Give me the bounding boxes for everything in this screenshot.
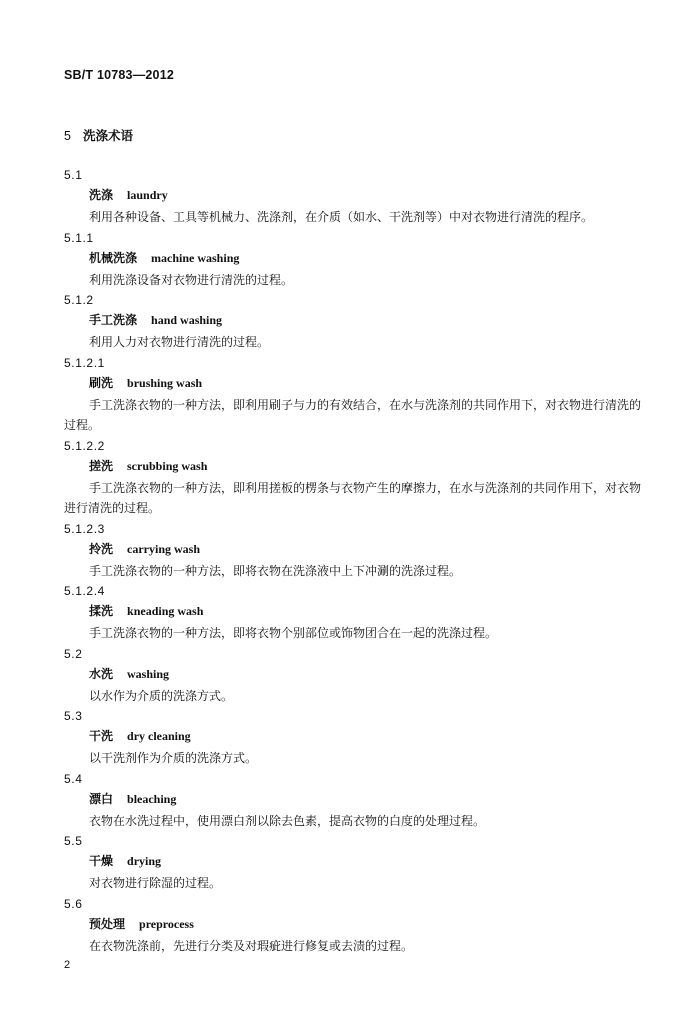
entry-number: 5.6 <box>64 896 83 911</box>
term-zh: 干洗 <box>89 729 114 743</box>
term-en: machine washing <box>151 250 240 265</box>
term-definition: 利用人力对衣物进行清洗的过程。 <box>89 335 270 349</box>
term-definition: 以干洗剂作为介质的洗涤方式。 <box>89 751 258 765</box>
page-number: 2 <box>64 959 71 971</box>
term-entry <box>0 165 686 228</box>
term-heading <box>89 310 686 330</box>
term-zh: 刷洗 <box>89 375 114 390</box>
term-entry <box>0 581 686 644</box>
entry-number: 5.1 <box>64 168 83 182</box>
section-number: 5 <box>64 129 71 143</box>
term-zh: 洗涤 <box>89 188 114 202</box>
entry-number: 5.1.2.2 <box>64 438 105 453</box>
term-entries <box>0 165 686 956</box>
term-definition: 手工洗涤衣物的一种方法，即利用刷子与力的有效结合，在水与洗涤剂的共同作用下，对衣物进行清洗的过程。 <box>64 397 642 432</box>
term-entry <box>0 769 686 832</box>
term-heading <box>89 456 686 476</box>
entry-number: 5.1.2.1 <box>64 355 105 370</box>
term-entry <box>0 228 686 291</box>
term-en: washing <box>127 666 170 681</box>
term-heading <box>89 539 686 559</box>
entry-number: 5.5 <box>64 834 83 848</box>
term-heading <box>89 248 686 268</box>
term-definition: 手工洗涤衣物的一种方法，即利用搓板的楞条与衣物产生的摩擦力，在水与洗涤剂的共同作用下，对衣物进行清洗的过程。 <box>64 480 642 515</box>
term-definition: 利用各种设备、工具等机械力、洗涤剂，在介质（如水、干洗剂等）中对衣物进行清洗的程序。 <box>89 210 594 224</box>
entry-number: 5.4 <box>64 771 83 786</box>
term-heading <box>89 914 686 934</box>
term-heading <box>89 789 686 809</box>
term-en: drying <box>127 854 162 868</box>
term-en: dry cleaning <box>127 729 191 743</box>
section-heading <box>64 126 133 144</box>
term-definition: 衣物在水洗过程中，使用漂白剂以除去色素，提高衣物的白度的处理过程。 <box>89 813 486 828</box>
term-en: scrubbing wash <box>127 458 208 473</box>
term-en: hand washing <box>151 313 223 327</box>
term-entry <box>0 519 686 582</box>
term-en: preprocess <box>139 916 194 931</box>
entry-number: 5.2 <box>64 646 83 661</box>
term-entry <box>0 894 686 957</box>
term-definition: 在衣物洗涤前，先进行分类及对瑕疵进行修复或去渍的过程。 <box>89 938 414 953</box>
term-zh: 水洗 <box>89 666 114 681</box>
term-en: laundry <box>127 188 168 202</box>
term-en: brushing wash <box>127 375 203 390</box>
term-definition: 对衣物进行除湿的过程。 <box>89 876 222 890</box>
term-entry <box>0 290 686 353</box>
term-definition: 手工洗涤衣物的一种方法，即将衣物在洗涤液中上下冲涮的洗涤过程。 <box>89 563 462 578</box>
term-zh: 揉洗 <box>89 604 114 618</box>
term-zh: 机械洗涤 <box>89 250 138 265</box>
term-definition: 以水作为介质的洗涤方式。 <box>89 688 234 703</box>
term-zh: 手工洗涤 <box>89 313 138 327</box>
entry-number: 5.1.2 <box>64 293 94 307</box>
term-heading <box>89 185 686 205</box>
section-title-text: 洗涤术语 <box>82 128 133 143</box>
term-entry <box>0 706 686 769</box>
term-entry <box>0 831 686 894</box>
entry-number: 5.3 <box>64 709 83 723</box>
term-zh: 干燥 <box>89 854 114 868</box>
term-heading <box>89 726 686 746</box>
term-zh: 漂白 <box>89 791 114 806</box>
term-en: carrying wash <box>127 541 201 556</box>
entry-number: 5.1.1 <box>64 230 94 245</box>
term-heading <box>89 373 686 393</box>
term-en: bleaching <box>127 791 177 806</box>
term-definition: 利用洗涤设备对衣物进行清洗的过程。 <box>89 272 294 287</box>
entry-number: 5.1.2.4 <box>64 584 105 598</box>
term-zh: 预处理 <box>89 916 126 931</box>
term-definition: 手工洗涤衣物的一种方法，即将衣物个别部位或饰物团合在一起的洗涤过程。 <box>89 626 498 640</box>
term-heading <box>89 664 686 684</box>
term-entry <box>0 644 686 707</box>
term-entry <box>0 353 686 436</box>
term-zh: 拎洗 <box>89 541 114 556</box>
term-en: kneading wash <box>127 604 204 618</box>
standard-code: SB/T 10783—2012 <box>64 68 175 82</box>
term-heading <box>89 851 686 871</box>
term-entry <box>0 436 686 519</box>
term-zh: 搓洗 <box>89 458 114 473</box>
entry-number: 5.1.2.3 <box>64 521 105 536</box>
term-heading <box>89 601 686 621</box>
